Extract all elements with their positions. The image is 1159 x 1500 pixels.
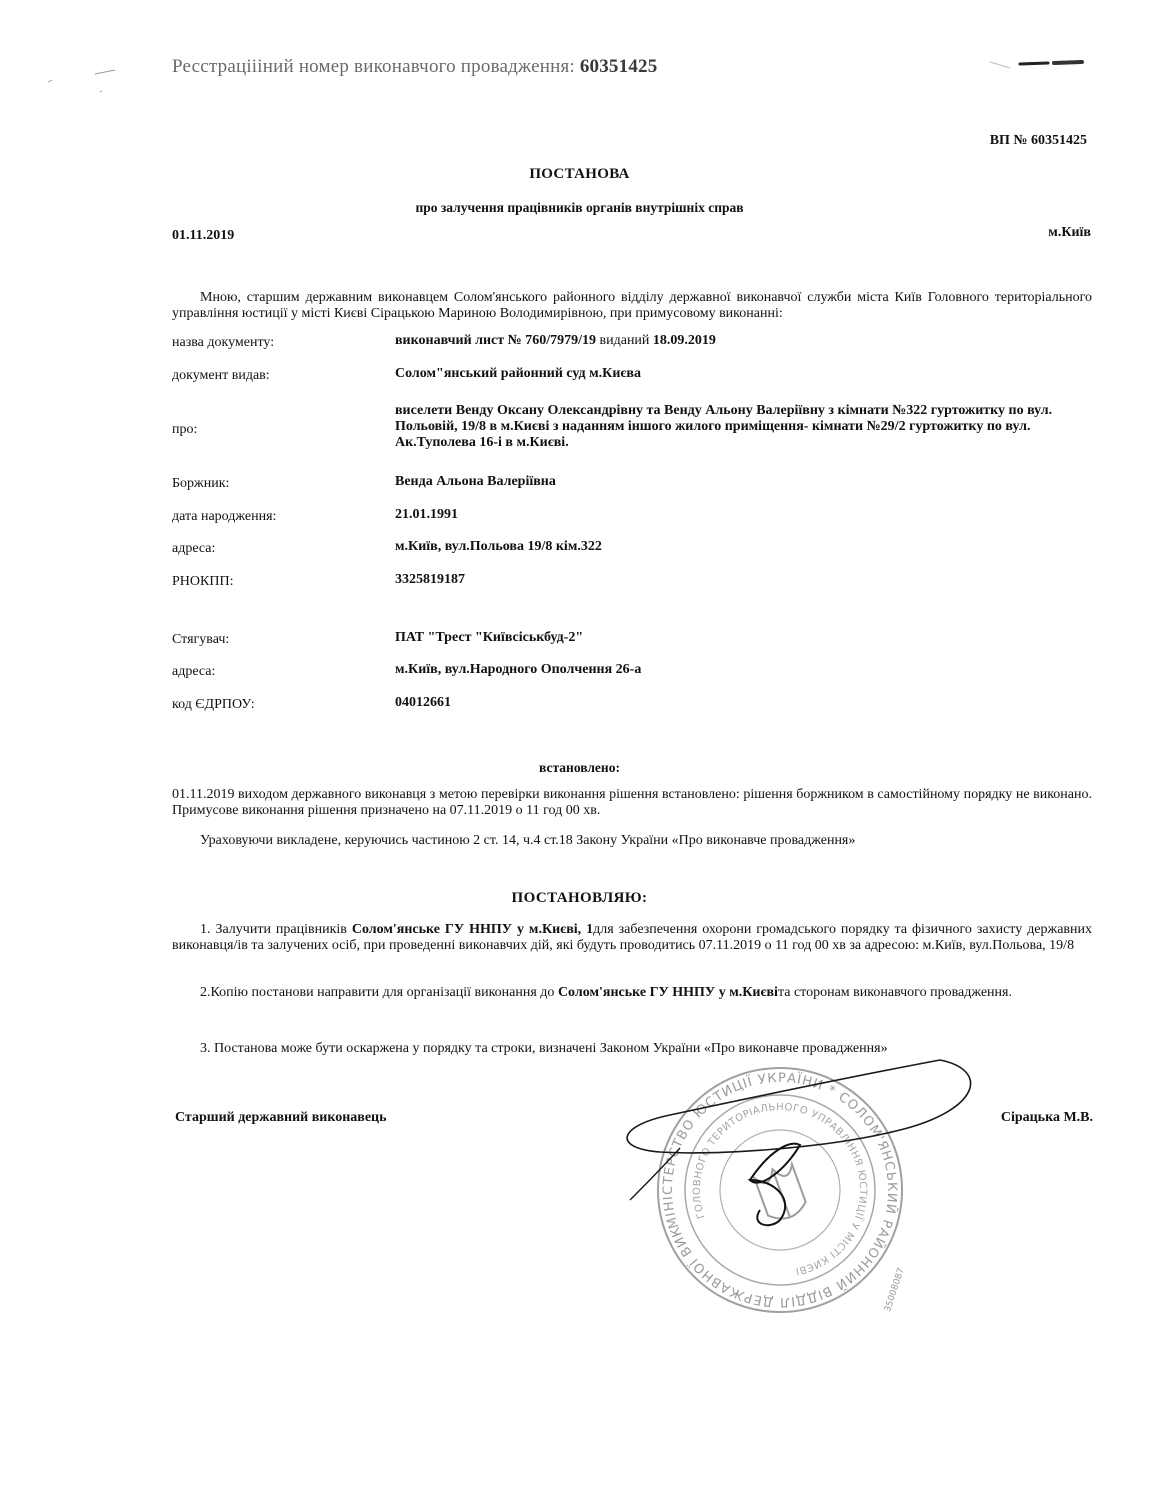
- debtor-value: Венда Альона Валеріївна: [395, 474, 556, 489]
- doc-name-issued: виданий: [596, 333, 653, 348]
- creditor-value: ПАТ "Трест "Київсіськбуд-2": [395, 630, 584, 645]
- about-label: про:: [172, 422, 198, 437]
- decree-item-2-police: Солом'янське ГУ ННПУ у м.Києві: [557, 985, 778, 1000]
- edrpou-label: код ЄДРПОУ:: [172, 697, 255, 712]
- rnokpp-label: РНОКПП:: [172, 574, 234, 589]
- handwritten-signature: [600, 1030, 1000, 1260]
- stamp-outer-text: МІНІСТЕРСТВО ЮСТИЦІЇ УКРАЇНИ * СОЛОМ'ЯНСЬКИЙ РАЙОННИЙ ВІДДІЛ ДЕРЖАВНОЇ ВИКОНАВЧОЇ: [660, 1070, 900, 1310]
- debtor-label: Боржник:: [172, 476, 230, 491]
- birth-value: 21.01.1991: [395, 507, 458, 522]
- signer-position: Старший державний виконавець: [175, 1110, 387, 1125]
- decree-item-2: [172, 985, 1092, 1001]
- document-title: ПОСТАНОВА: [529, 166, 630, 182]
- decree-item-2-post: та сторонам виконавчого провадження.: [777, 985, 1012, 1000]
- decree-item-1: [172, 922, 1092, 954]
- decree-item-1-pre: 1. Залучити працівників: [200, 922, 352, 937]
- creditor-address-value: м.Київ, вул.Народного Ополчення 26-а: [395, 662, 642, 677]
- registration-line: [172, 56, 657, 78]
- doc-name-date: 18.09.2019: [652, 333, 716, 348]
- doc-name-label: назва документу:: [172, 335, 275, 350]
- rnokpp-value: 3325819187: [395, 572, 465, 587]
- decree-item-3: 3. Постанова може бути оскаржена у порядку та строки, визначені Законом України «Про виконавче провадження»: [200, 1041, 888, 1056]
- document-subtitle: про залучення працівників органів внутрішніх справ: [415, 200, 744, 215]
- considering-text: Ураховуючи викладене, керуючись частиною 2 ст. 14, ч.4 ст.18 Закону України «Про виконавче провадження»: [200, 833, 856, 848]
- doc-name-value: [395, 333, 716, 349]
- established-heading: встановлено:: [539, 760, 620, 775]
- debtor-address-value: м.Київ, вул.Польова 19/8 кім.322: [395, 539, 602, 554]
- document-city: м.Київ: [1048, 225, 1091, 240]
- decree-item-2-pre: 2.Копію постанови направити для організації виконання до: [200, 985, 558, 1000]
- stamp-inner-text: ГОЛОВНОГО ТЕРИТОРІАЛЬНОГО УПРАВЛІННЯ ЮСТИЦІЇ У МІСТІ КИЄВІ: [691, 1101, 869, 1277]
- about-value: виселети Венду Оксану Олександрівну та Венду Альону Валеріївну з кімнати №322 гуртожитку по вул. Польовій, 19/8 в м.Києві з наданням іншого жилого приміщення- кімнати №29/2 гуртожитку по вул. Ак.Туполева 16-і в м.Києві.: [395, 403, 1053, 450]
- registration-label: Ресстраціііний номер виконавчого провадження:: [172, 56, 575, 77]
- debtor-address-label: адреса:: [172, 541, 216, 556]
- signer-name: Сірацька М.В.: [1000, 1110, 1093, 1125]
- intro-paragraph: Мною, старшим державним виконавцем Солом'янського районного відділу державної виконавчої служби міста Київ Головного територіального управління юстиції у місті Києві Сірацькою Мариною Володимирівною, при примусовому виконанні:: [172, 290, 1092, 321]
- birth-label: дата народження:: [172, 509, 277, 524]
- decree-item-1-post: для забезпечення охорони громадського порядку та фізичного захисту державних виконавця/ів та залучених осіб, при проведенні виконавчих дій, які будуть проводитись 07.11.2019 о 11 год 00 хв за адресою: м.Київ, вул.Польова, 19/8: [172, 922, 1093, 953]
- decree-heading: ПОСТАНОВЛЯЮ:: [511, 890, 648, 906]
- doc-name-number: виконавчий лист № 760/7979/19: [395, 333, 596, 348]
- scan-smudge-mark: [40, 62, 130, 102]
- decree-item-1-police: Солом'янське ГУ ННПУ у м.Києві, 1: [351, 922, 594, 937]
- creditor-label: Стягувач:: [172, 632, 230, 647]
- stamp-code: 35008087: [883, 1266, 907, 1314]
- edrpou-value: 04012661: [395, 695, 451, 710]
- vp-number: ВП № 60351425: [989, 133, 1087, 148]
- established-text: 01.11.2019 виходом державного виконавця з метою перевірки виконання рішення встановлено: рішення боржником в самостійному порядку не виконано. Примусове виконання рішення призначено на 07.11.2019 о 11 год 00 хв.: [172, 787, 1092, 818]
- creditor-address-label: адреса:: [172, 664, 216, 679]
- scan-smudge-mark: [980, 52, 1090, 78]
- registration-number: 60351425: [579, 56, 658, 77]
- issued-by-value: Солом"янський районний суд м.Києва: [395, 366, 641, 381]
- document-date: 01.11.2019: [172, 228, 235, 243]
- issued-by-label: документ видав:: [172, 368, 270, 383]
